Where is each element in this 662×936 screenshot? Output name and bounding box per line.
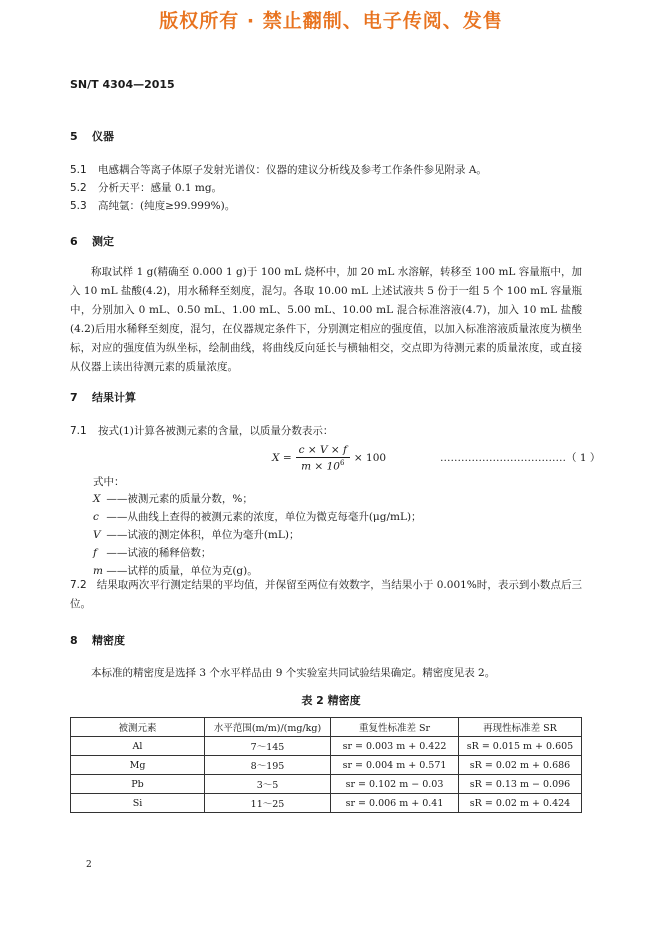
page-number: 2: [86, 860, 92, 870]
table-cell: 8～195: [205, 756, 331, 775]
clause-5-2: [70, 180, 222, 195]
where-label: 式中：: [93, 476, 125, 488]
table-row: [71, 794, 582, 813]
variable-description: ——试液的稀释倍数；: [103, 547, 212, 559]
variable-description: ——试样的质量，单位为克(g)。: [103, 565, 258, 577]
section-6-heading: [70, 233, 114, 249]
table-cell: 3～5: [205, 775, 331, 794]
variable-symbol: V: [93, 529, 101, 541]
table-cell: Al: [71, 737, 205, 756]
clause-text: 分析天平：感量 0.1 mg。: [98, 182, 223, 194]
variable-symbol: f: [93, 547, 97, 559]
section-5-heading: [70, 128, 114, 144]
clause-number: 5.3: [70, 200, 87, 212]
section-7-heading: [70, 389, 136, 405]
variable-symbol: m: [93, 565, 103, 577]
clause-5-1: [70, 162, 487, 177]
clause-text: 结果取两次平行测定结果的平均值，并保留至两位有效数字，当结果小于 0.001%时，表示到小数点后三位。: [70, 579, 582, 610]
section-number: 6: [70, 235, 78, 248]
clause-text: 按式(1)计算各被测元素的含量，以质量分数表示：: [98, 425, 334, 437]
table-cell: sR = 0.13 m − 0.096: [459, 775, 582, 794]
variable-description: ——试液的测定体积，单位为毫升(mL)；: [103, 529, 300, 541]
table-cell: Pb: [71, 775, 205, 794]
table-row: [71, 737, 582, 756]
table-row: [71, 775, 582, 794]
clause-text: 高纯氩：(纯度≥99.999%)。: [98, 200, 236, 212]
variable-description: ——从曲线上查得的被测元素的浓度，单位为微克每毫升(μg/mL)；: [103, 511, 422, 523]
section-title: 仪器: [92, 130, 114, 143]
formula-numerator: c × V × f: [296, 444, 350, 458]
table-header-row: [71, 718, 582, 737]
clause-number: 5.1: [70, 164, 87, 176]
formula-rhs: × 100: [353, 452, 387, 464]
section-title: 结果计算: [92, 391, 136, 404]
section-title: 测定: [92, 235, 114, 248]
clause-7-1: [70, 423, 333, 438]
table-cell: sr = 0.003 m + 0.422: [331, 737, 459, 756]
table-row: [71, 756, 582, 775]
table-cell: Si: [71, 794, 205, 813]
section-number: 8: [70, 634, 78, 647]
table-cell: sr = 0.004 m + 0.571: [331, 756, 459, 775]
clause-7-2: [70, 576, 582, 614]
determination-paragraph: 称取试样 1 g(精确至 0.000 1 g)于 100 mL 烧杯中，加 20 mL 水溶解，转移至 100 mL 容量瓶中，加入 10 mL 盐酸(4.2)，用水稀释至刻度，混匀。各取 10.00 mL 上述试液共 5 份于一组 5 个 100 mL 容量瓶中，分别加入 0 mL、0.50 mL、1.00 mL、5.00 mL、10.00 mL 混合标准溶液(4.7)，加入 10 mL 盐酸(4.2)后用水稀释至刻度，混匀，在仪器规定条件下，分别测定相应的强度值，以加入标准溶液质量浓度为横坐标，对应的强度值为纵坐标，绘制曲线，将曲线反向延长与横轴相交，交点即为待测元素的质量浓度，或直接从仪器上读出待测元素的质量浓度。: [70, 266, 582, 373]
section-title: 精密度: [92, 634, 125, 647]
column-header: 再现性标准差 SR: [459, 718, 582, 737]
column-header: 重复性标准差 Sr: [331, 718, 459, 737]
formula-lhs: X =: [272, 452, 292, 464]
table-cell: 11～25: [205, 794, 331, 813]
section-number: 7: [70, 391, 78, 404]
column-header: 水平范围(m/m)/(mg/kg): [205, 718, 331, 737]
denominator-base: m × 10: [301, 460, 340, 473]
table-cell: 7～145: [205, 737, 331, 756]
precision-table: [70, 717, 582, 813]
section-8-heading: [70, 632, 125, 648]
variable-definition: [93, 545, 211, 560]
table-cell: sr = 0.006 m + 0.41: [331, 794, 459, 813]
variable-description: ——被测元素的质量分数，%；: [103, 493, 253, 505]
variable-definition: [93, 509, 422, 524]
table-cell: sr = 0.102 m − 0.03: [331, 775, 459, 794]
clause-5-3: [70, 198, 235, 213]
table-cell: sR = 0.02 m + 0.424: [459, 794, 582, 813]
copyright-banner: 版权所有 · 禁止翻制、电子传阅、发售: [159, 10, 503, 32]
formula-denominator: [301, 458, 344, 473]
clause-number: 5.2: [70, 182, 87, 194]
formula-fraction: [296, 444, 350, 473]
section-number: 5: [70, 130, 78, 143]
column-header: 被测元素: [71, 718, 205, 737]
variable-definition: [93, 527, 299, 542]
variable-symbol: c: [93, 511, 99, 523]
clause-text: 电感耦合等离子体原子发射光谱仪：仪器的建议分析线及参考工作条件参见附录 A。: [98, 164, 487, 176]
equation-number: ………………………………（ 1 ）: [440, 452, 601, 464]
precision-paragraph: 本标准的精密度是选择 3 个水平样品由 9 个实验室共同试验结果确定。精密度见表 2。: [91, 667, 496, 679]
variable-symbol: X: [93, 493, 101, 505]
table-caption: 表 2 精密度: [301, 694, 361, 707]
clause-number: 7.2: [70, 579, 87, 591]
standard-number: SN/T 4304—2015: [70, 78, 175, 91]
table-cell: Mg: [71, 756, 205, 775]
table-cell: sR = 0.015 m + 0.605: [459, 737, 582, 756]
variable-definition: [93, 491, 253, 506]
clause-number: 7.1: [70, 425, 87, 437]
table-cell: sR = 0.02 m + 0.686: [459, 756, 582, 775]
denominator-exponent: 6: [339, 458, 345, 467]
formula-1: [272, 440, 386, 476]
